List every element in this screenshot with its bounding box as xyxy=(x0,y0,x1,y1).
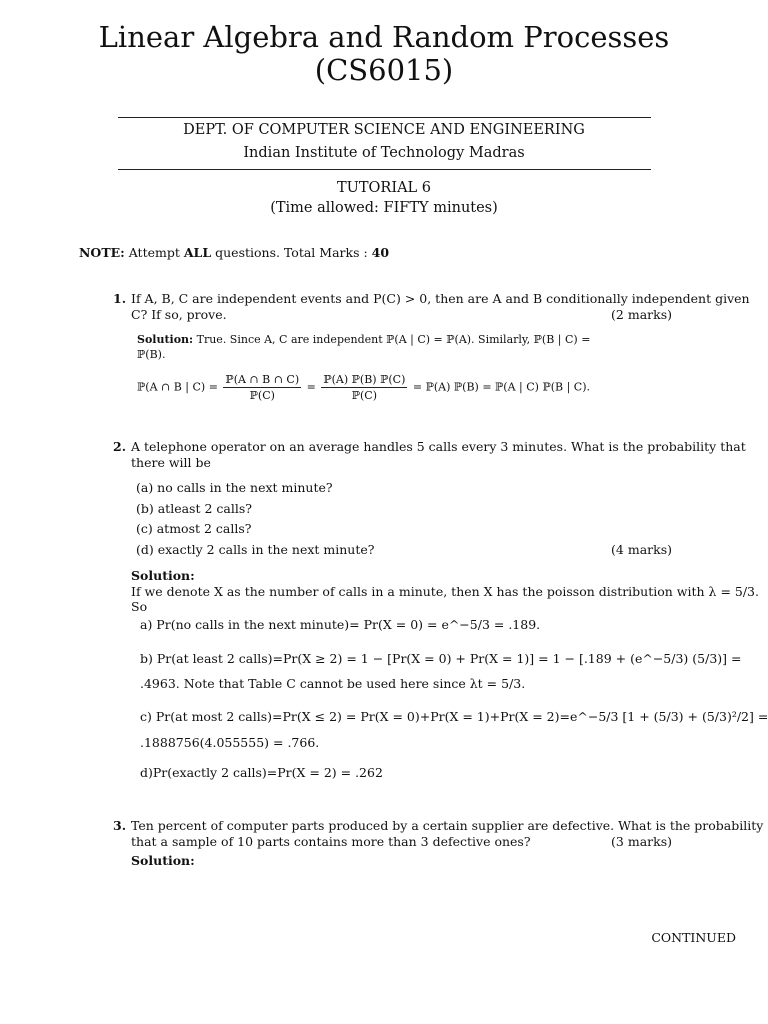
course-code: (CS6015) xyxy=(314,53,454,87)
solution-part-c-line-2: .1888756(4.055555) = .766. xyxy=(140,735,320,750)
solution-part-b-line-2: .4963. Note that Table C cannot be used here since λt = 5/3. xyxy=(140,676,526,691)
note-all: ALL xyxy=(183,245,212,260)
question-3-line-1: Ten percent of computer parts produced by a certain supplier are defective. What is the probability xyxy=(131,818,764,833)
institute-name: Indian Institute of Technology Madras xyxy=(243,145,525,161)
fraction-2-denominator: ℙ(C) xyxy=(351,389,377,402)
note-label: NOTE: xyxy=(79,245,125,260)
question-2-solution-line-2: So xyxy=(131,599,148,614)
question-1-solution-text: True. Since A, C are independent ℙ(A | C) = ℙ(A). Similarly, ℙ(B | C) = xyxy=(196,333,591,346)
solution-part-d: d)Pr(exactly 2 calls)=Pr(X = 2) = .262 xyxy=(140,765,383,780)
note-line xyxy=(79,245,389,261)
equation-equals: = xyxy=(306,380,316,394)
fraction-1-denominator: ℙ(C) xyxy=(249,389,275,402)
equation-fraction-2 xyxy=(321,372,407,403)
equation-lhs: ℙ(A ∩ B | C) = xyxy=(137,380,218,394)
question-1-marks: (2 marks) xyxy=(611,307,672,322)
top-rule xyxy=(118,117,651,118)
question-2-line-1: A telephone operator on an average handles 5 calls every 3 minutes. What is the probability that xyxy=(131,439,746,454)
question-3-number: 3. xyxy=(113,818,127,833)
solution-part-a: a) Pr(no calls in the next minute)= Pr(X = 0) = e^−5/3 = .189. xyxy=(140,617,541,632)
solution-label-text: Solution: xyxy=(131,568,195,583)
question-2-item-d: (d) exactly 2 calls in the next minute? xyxy=(136,542,375,557)
solution-label-text: Solution: xyxy=(131,853,195,868)
question-3-solution-label xyxy=(131,853,195,869)
note-text-b: questions. Total Marks : xyxy=(211,245,372,260)
continued-label: CONTINUED xyxy=(651,930,736,945)
question-1-line-2: C? If so, prove. xyxy=(131,307,227,322)
department-name: DEPT. OF COMPUTER SCIENCE AND ENGINEERING xyxy=(183,122,585,138)
question-2-number: 2. xyxy=(113,439,127,454)
question-2-item-b: (b) atleast 2 calls? xyxy=(136,501,252,516)
question-2-solution-label xyxy=(131,568,195,584)
note-marks: 40 xyxy=(371,245,390,260)
note-text-a: Attempt xyxy=(128,245,184,260)
question-1-number: 1. xyxy=(113,291,127,306)
question-3-line-2: that a sample of 10 parts contains more than 3 defective ones? xyxy=(131,834,531,849)
question-2-item-a: (a) no calls in the next minute? xyxy=(136,480,333,495)
question-1-line-1: If A, B, C are independent events and P(C) > 0, then are A and B conditionally independent given xyxy=(131,291,750,306)
question-3-marks: (3 marks) xyxy=(611,834,672,849)
question-1-solution-label: Solution: xyxy=(137,333,194,346)
fraction-1-numerator: ℙ(A ∩ B ∩ C) xyxy=(225,373,300,386)
tutorial-number: TUTORIAL 6 xyxy=(336,180,432,196)
equation-rhs: = ℙ(A) ℙ(B) = ℙ(A | C) ℙ(B | C). xyxy=(412,380,590,394)
equation-fraction-1 xyxy=(223,372,301,403)
document-title: Linear Algebra and Random Processes xyxy=(98,20,670,54)
question-2-marks: (4 marks) xyxy=(611,542,672,557)
question-2-solution-line-1: If we denote X as the number of calls in a minute, then X has the poisson distribution with λ = 5/3. xyxy=(131,584,759,599)
solution-part-c-line-1: c) Pr(at most 2 calls)=Pr(X ≤ 2) = Pr(X = 0)+Pr(X = 1)+Pr(X = 2)=e^−5/3 [1 + (5/3) + (5/3)²/2] = xyxy=(140,709,768,724)
question-2-item-c: (c) atmost 2 calls? xyxy=(136,521,252,536)
question-1-solution-line-1 xyxy=(137,332,590,347)
question-1-equation xyxy=(137,372,590,403)
solution-part-b-line-1: b) Pr(at least 2 calls)=Pr(X ≥ 2) = 1 − [Pr(X = 0) + Pr(X = 1)] = 1 − [.189 + (e^−5/3) (5/3)] = xyxy=(140,651,742,666)
question-2-line-2: there will be xyxy=(131,455,211,470)
bottom-rule xyxy=(118,169,651,170)
time-allowed: (Time allowed: FIFTY minutes) xyxy=(270,200,498,216)
fraction-2-numerator: ℙ(A) ℙ(B) ℙ(C) xyxy=(323,373,406,386)
question-1-solution-line-2: ℙ(B). xyxy=(137,348,166,361)
